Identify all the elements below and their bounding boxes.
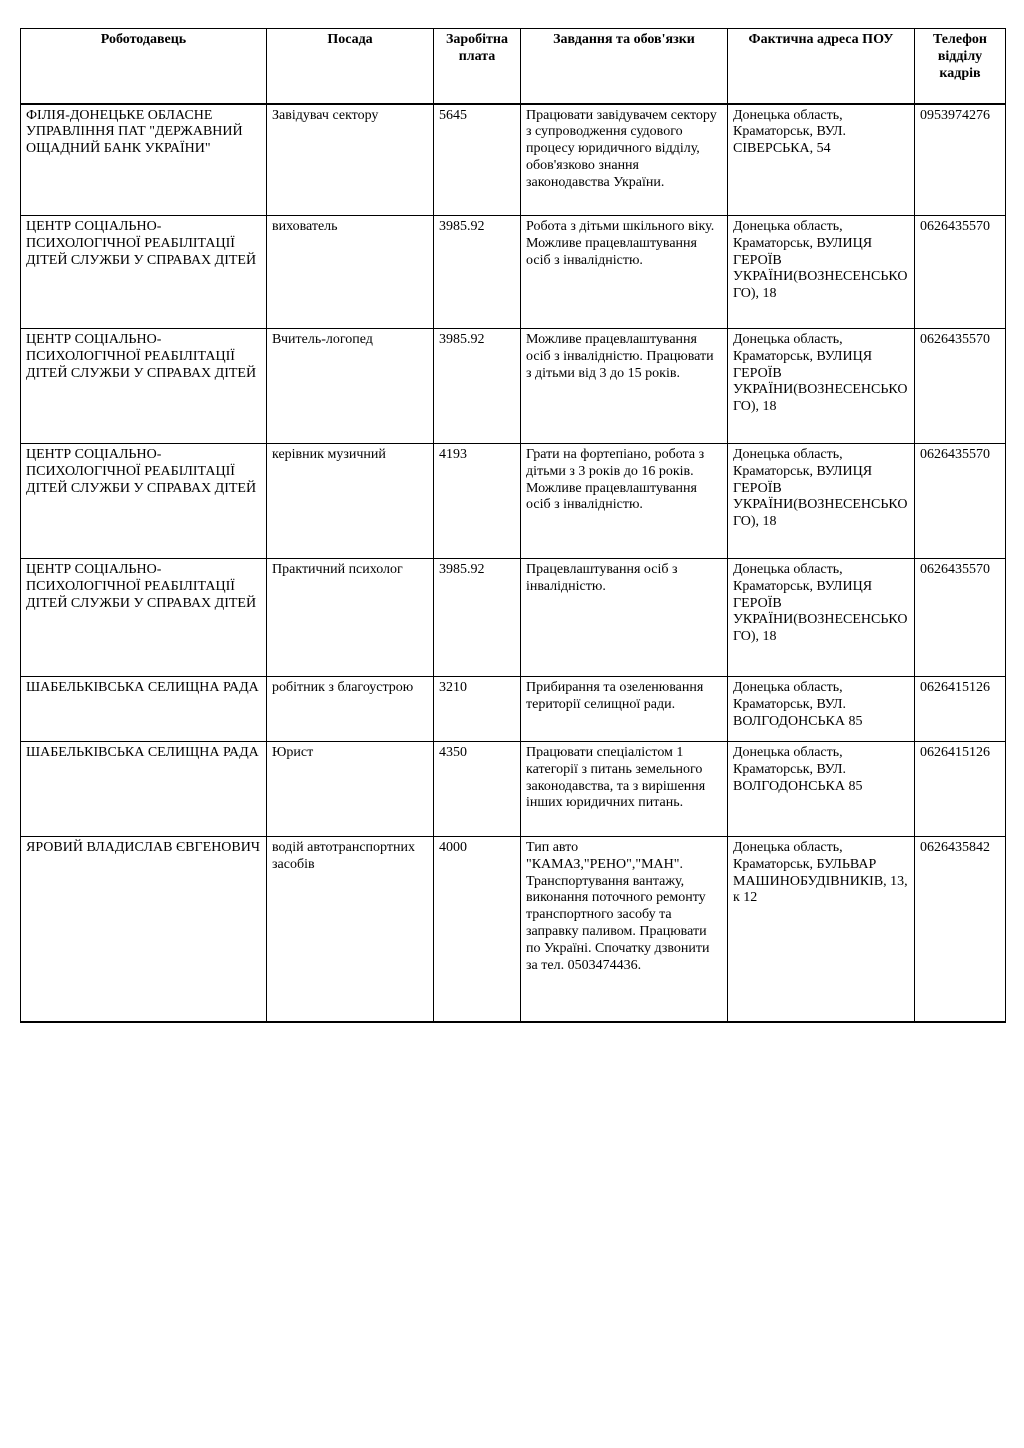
employer-cell: ФІЛІЯ-ДОНЕЦЬКЕ ОБЛАСНЕ УПРАВЛІННЯ ПАТ "ДЕРЖАВНИЙ ОЩАДНИЙ БАНК УКРАЇНИ": [21, 104, 267, 216]
salary-cell: 3985.92: [434, 329, 521, 444]
position-cell: Юрист: [267, 742, 434, 837]
employer-cell: ЦЕНТР СОЦІАЛЬНО-ПСИХОЛОГІЧНОЇ РЕАБІЛІТАЦІЇ ДІТЕЙ СЛУЖБИ У СПРАВАХ ДІТЕЙ: [21, 329, 267, 444]
address-cell: Донецька область, Краматорськ, ВУЛИЦЯ ГЕРОЇВ УКРАЇНИ(ВОЗНЕСЕНСЬКОГО), 18: [728, 559, 915, 677]
column-header-address: Фактична адреса ПОУ: [728, 29, 915, 104]
address-cell: Донецька область, Краматорськ, ВУЛ. ВОЛГОДОНСЬКА 85: [728, 677, 915, 742]
tasks-cell: Можливе працевлаштування осіб з інвалідністю. Працювати з дітьми від 3 до 15 років.: [521, 329, 728, 444]
phone-cell: 0953974276: [915, 104, 1006, 216]
phone-cell: 0626435570: [915, 559, 1006, 677]
employer-cell: ЯРОВИЙ ВЛАДИСЛАВ ЄВГЕНОВИЧ: [21, 837, 267, 1022]
salary-cell: 3985.92: [434, 559, 521, 677]
column-header-salary: Заробітна плата: [434, 29, 521, 104]
position-cell: Вчитель-логопед: [267, 329, 434, 444]
phone-cell: 0626415126: [915, 677, 1006, 742]
position-cell: керівник музичний: [267, 444, 434, 559]
employer-cell: ЦЕНТР СОЦІАЛЬНО-ПСИХОЛОГІЧНОЇ РЕАБІЛІТАЦІЇ ДІТЕЙ СЛУЖБИ У СПРАВАХ ДІТЕЙ: [21, 444, 267, 559]
employer-cell: ЦЕНТР СОЦІАЛЬНО-ПСИХОЛОГІЧНОЇ РЕАБІЛІТАЦІЇ ДІТЕЙ СЛУЖБИ У СПРАВАХ ДІТЕЙ: [21, 559, 267, 677]
address-cell: Донецька область, Краматорськ, ВУЛ. ВОЛГОДОНСЬКА 85: [728, 742, 915, 837]
position-cell: Практичний психолог: [267, 559, 434, 677]
phone-cell: 0626435570: [915, 216, 1006, 329]
salary-cell: 3210: [434, 677, 521, 742]
salary-cell: 5645: [434, 104, 521, 216]
tasks-cell: Працювати спеціалістом 1 категорії з питань земельного законодавства, та з вирішення інших юридичних питань.: [521, 742, 728, 837]
phone-cell: 0626415126: [915, 742, 1006, 837]
position-cell: Завідувач сектору: [267, 104, 434, 216]
employer-cell: ЦЕНТР СОЦІАЛЬНО-ПСИХОЛОГІЧНОЇ РЕАБІЛІТАЦІЇ ДІТЕЙ СЛУЖБИ У СПРАВАХ ДІТЕЙ: [21, 216, 267, 329]
employer-cell: ШАБЕЛЬКІВСЬКА СЕЛИЩНА РАДА: [21, 677, 267, 742]
column-header-position: Посада: [267, 29, 434, 104]
tasks-cell: Працевлаштування осіб з інвалідністю.: [521, 559, 728, 677]
table-row: [21, 104, 1006, 216]
address-cell: Донецька область, Краматорськ, ВУЛИЦЯ ГЕРОЇВ УКРАЇНИ(ВОЗНЕСЕНСЬКОГО), 18: [728, 444, 915, 559]
table-row: [21, 444, 1006, 559]
table-row: [21, 677, 1006, 742]
header-row: [21, 29, 1006, 104]
employer-cell: ШАБЕЛЬКІВСЬКА СЕЛИЩНА РАДА: [21, 742, 267, 837]
position-cell: водій автотранспортних засобів: [267, 837, 434, 1022]
tasks-cell: Працювати завідувачем сектору з супроводження судового процесу юридичного відділу, обов'язково знання законодавства України.: [521, 104, 728, 216]
tasks-cell: Тип авто "КАМАЗ,"РЕНО","МАН". Транспортування вантажу, виконання поточного ремонту транспортного засобу та заправку паливом. Працювати по Україні. Спочатку дзвонити за тел. 0503474436.: [521, 837, 728, 1022]
position-cell: вихователь: [267, 216, 434, 329]
salary-cell: 4350: [434, 742, 521, 837]
salary-cell: 4193: [434, 444, 521, 559]
position-cell: робітник з благоустрою: [267, 677, 434, 742]
tasks-cell: Грати на фортепіано, робота з дітьми з 3 років до 16 років. Можливе працевлаштування осіб з інвалідністю.: [521, 444, 728, 559]
table-row: [21, 837, 1006, 1022]
column-header-tasks: Завдання та обов'язки: [521, 29, 728, 104]
phone-cell: 0626435842: [915, 837, 1006, 1022]
column-header-phone: Телефон відділу кадрів: [915, 29, 1006, 104]
tasks-cell: Прибирання та озеленювання території селищної ради.: [521, 677, 728, 742]
table-row: [21, 329, 1006, 444]
phone-cell: 0626435570: [915, 329, 1006, 444]
column-header-employer: Роботодавець: [21, 29, 267, 104]
tasks-cell: Робота з дітьми шкільного віку. Можливе працевлаштування осіб з інвалідністю.: [521, 216, 728, 329]
vacancies-table: [20, 28, 1006, 1023]
salary-cell: 3985.92: [434, 216, 521, 329]
address-cell: Донецька область, Краматорськ, ВУЛ. СІВЕРСЬКА, 54: [728, 104, 915, 216]
table-row: [21, 742, 1006, 837]
table-row: [21, 216, 1006, 329]
salary-cell: 4000: [434, 837, 521, 1022]
address-cell: Донецька область, Краматорськ, ВУЛИЦЯ ГЕРОЇВ УКРАЇНИ(ВОЗНЕСЕНСЬКОГО), 18: [728, 329, 915, 444]
phone-cell: 0626435570: [915, 444, 1006, 559]
address-cell: Донецька область, Краматорськ, БУЛЬВАР МАШИНОБУДІВНИКІВ, 13, к 12: [728, 837, 915, 1022]
table-row: [21, 559, 1006, 677]
address-cell: Донецька область, Краматорськ, ВУЛИЦЯ ГЕРОЇВ УКРАЇНИ(ВОЗНЕСЕНСЬКОГО), 18: [728, 216, 915, 329]
